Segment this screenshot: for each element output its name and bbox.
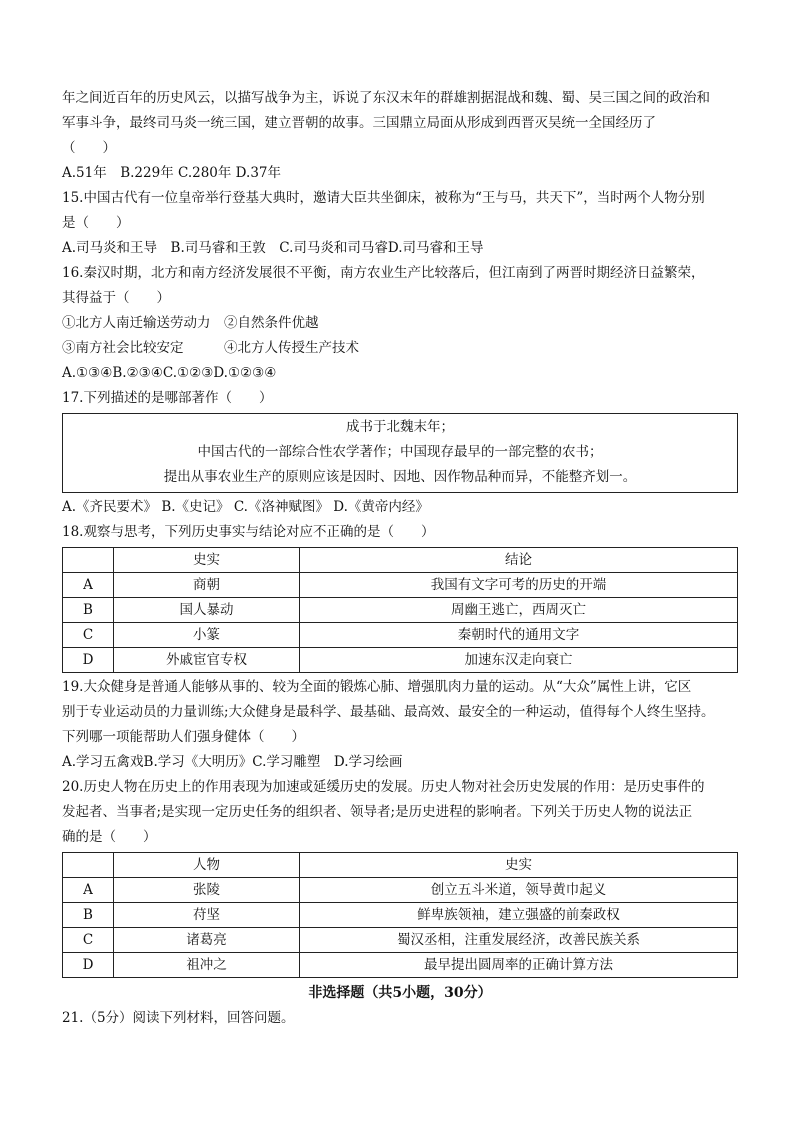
q20-cell: D bbox=[63, 953, 114, 978]
table-row bbox=[63, 573, 738, 598]
table-row bbox=[63, 623, 738, 648]
q19-line1: 19.大众健身是普通人能够从事的、较为全面的锻炼心肺、增强肌肉力量的运动。从“大众”属性上讲，它区 bbox=[62, 679, 692, 695]
table-row bbox=[63, 878, 738, 903]
q14-line3: （ ） bbox=[62, 140, 116, 156]
q18-header-cell bbox=[63, 548, 114, 573]
q20-cell: 创立五斗米道，领导黄巾起义 bbox=[300, 878, 738, 903]
q18-cell: D bbox=[63, 648, 114, 673]
q16-options: A.①③④B.②③④C.①②③D.①②③④ bbox=[62, 365, 277, 381]
q18-cell: 加速东汉走向衰亡 bbox=[300, 648, 738, 673]
q20-cell: B bbox=[63, 903, 114, 928]
q20-line1: 20.历史人物在历史上的作用表现为加速或延缓历史的发展。历史人物对社会历史发展的作用：是历史事件的 bbox=[62, 779, 705, 795]
q20-header-row bbox=[63, 853, 738, 878]
exam-page bbox=[62, 86, 738, 1031]
q18-cell: 小篆 bbox=[114, 623, 300, 648]
q20-cell: 诸葛亮 bbox=[114, 928, 300, 953]
q20-header-cell bbox=[63, 853, 114, 878]
q15-line2: 是（ ） bbox=[62, 215, 130, 231]
q18-cell: 国人暴动 bbox=[114, 598, 300, 623]
q20-cell: C bbox=[63, 928, 114, 953]
table-row bbox=[63, 928, 738, 953]
q18-cell: 商朝 bbox=[114, 573, 300, 598]
q14-options: A.51年 B.229年 C.280年 D.37年 bbox=[62, 165, 281, 181]
q14-line2: 军事斗争，最终司马炎一统三国，建立晋朝的故事。三国鼎立局面从形成到西晋灭吴统一全国经历了 bbox=[62, 115, 656, 131]
q19-line2: 别于专业运动员的力量训练;大众健身是最科学、最基础、最高效、最安全的一种运动，值得每个人终生坚持。 bbox=[62, 704, 715, 720]
q18-cell: 秦朝时代的通用文字 bbox=[300, 623, 738, 648]
table-row bbox=[63, 598, 738, 623]
table-row bbox=[63, 648, 738, 673]
table-row bbox=[63, 903, 738, 928]
q17-box-line3: 提出从事农业生产的原则应该是因时、因地、因作物品种而异，不能整齐划一。 bbox=[163, 469, 637, 485]
q16-item1: ①北方人南迁输送劳动力 ②自然条件优越 bbox=[62, 315, 319, 331]
q18-cell: 我国有文字可考的历史的开端 bbox=[300, 573, 738, 598]
q16-line1: 16.秦汉时期，北方和南方经济发展很不平衡，南方农业生产比较落后，但江南到了两晋时期经济日益繁荣， bbox=[62, 265, 705, 281]
q19-options: A.学习五禽戏B.学习《大明历》C.学习雕塑 D.学习绘画 bbox=[62, 754, 403, 770]
q19-line3: 下列哪一项能帮助人们强身健体（ ） bbox=[62, 729, 305, 745]
q17-options: A.《齐民要术》 B.《史记》 C.《洛神赋图》 D.《黄帝内经》 bbox=[62, 499, 429, 515]
q20-cell: A bbox=[63, 878, 114, 903]
q18-cell: 周幽王逃亡，西周灭亡 bbox=[300, 598, 738, 623]
q20-table bbox=[62, 852, 738, 978]
q20-cell: 苻坚 bbox=[114, 903, 300, 928]
q16-item2: ③南方社会比较安定 ④北方人传授生产技术 bbox=[62, 340, 359, 356]
q16-line2: 其得益于（ ） bbox=[62, 290, 170, 306]
q15-line1: 15.中国古代有一位皇帝举行登基大典时，邀请大臣共坐御床，被称为“王与马，共天下”，当时两个人物分别 bbox=[62, 190, 705, 206]
q20-cell: 蜀汉丞相，注重发展经济，改善民族关系 bbox=[300, 928, 738, 953]
q18-table bbox=[62, 547, 738, 673]
q18-header-row bbox=[63, 548, 738, 573]
q18-cell: A bbox=[63, 573, 114, 598]
q20-cell: 祖冲之 bbox=[114, 953, 300, 978]
q18-stem: 18.观察与思考，下列历史事实与结论对应不正确的是（ ） bbox=[62, 524, 435, 540]
q15-options: A.司马炎和王导 B.司马睿和王敦 C.司马炎和司马睿D.司马睿和王导 bbox=[62, 240, 484, 256]
q17-material-box bbox=[62, 413, 738, 493]
q14-line1: 年之间近百年的历史风云，以描写战争为主，诉说了东汉末年的群雄割据混战和魏、蜀、吴三国之间的政治和 bbox=[62, 90, 710, 106]
q18-cell: 外戚宦官专权 bbox=[114, 648, 300, 673]
q17-box-line2: 中国古代的一部综合性农学著作；中国现存最早的一部完整的农书； bbox=[197, 444, 603, 460]
q18-cell: B bbox=[63, 598, 114, 623]
q20-header-cell: 史实 bbox=[300, 853, 738, 878]
q18-header-cell: 史实 bbox=[114, 548, 300, 573]
section-title: 非选择题（共5小题，30分） bbox=[308, 985, 492, 1001]
q17-box-line1: 成书于北魏末年； bbox=[346, 419, 454, 435]
q20-line3: 确的是（ ） bbox=[62, 829, 157, 845]
q18-header-cell: 结论 bbox=[300, 548, 738, 573]
q17-stem: 17.下列描述的是哪部著作（ ） bbox=[62, 390, 273, 406]
q20-header-cell: 人物 bbox=[114, 853, 300, 878]
table-row bbox=[63, 953, 738, 978]
q18-cell: C bbox=[63, 623, 114, 648]
q21-stem: 21.（5分）阅读下列材料，回答问题。 bbox=[62, 1010, 295, 1026]
q20-cell: 张陵 bbox=[114, 878, 300, 903]
q20-cell: 鲜卑族领袖，建立强盛的前秦政权 bbox=[300, 903, 738, 928]
q20-line2: 发起者、当事者;是实现一定历史任务的组织者、领导者;是历史进程的影响者。下列关于历史人物的说法正 bbox=[62, 804, 693, 820]
q20-cell: 最早提出圆周率的正确计算方法 bbox=[300, 953, 738, 978]
